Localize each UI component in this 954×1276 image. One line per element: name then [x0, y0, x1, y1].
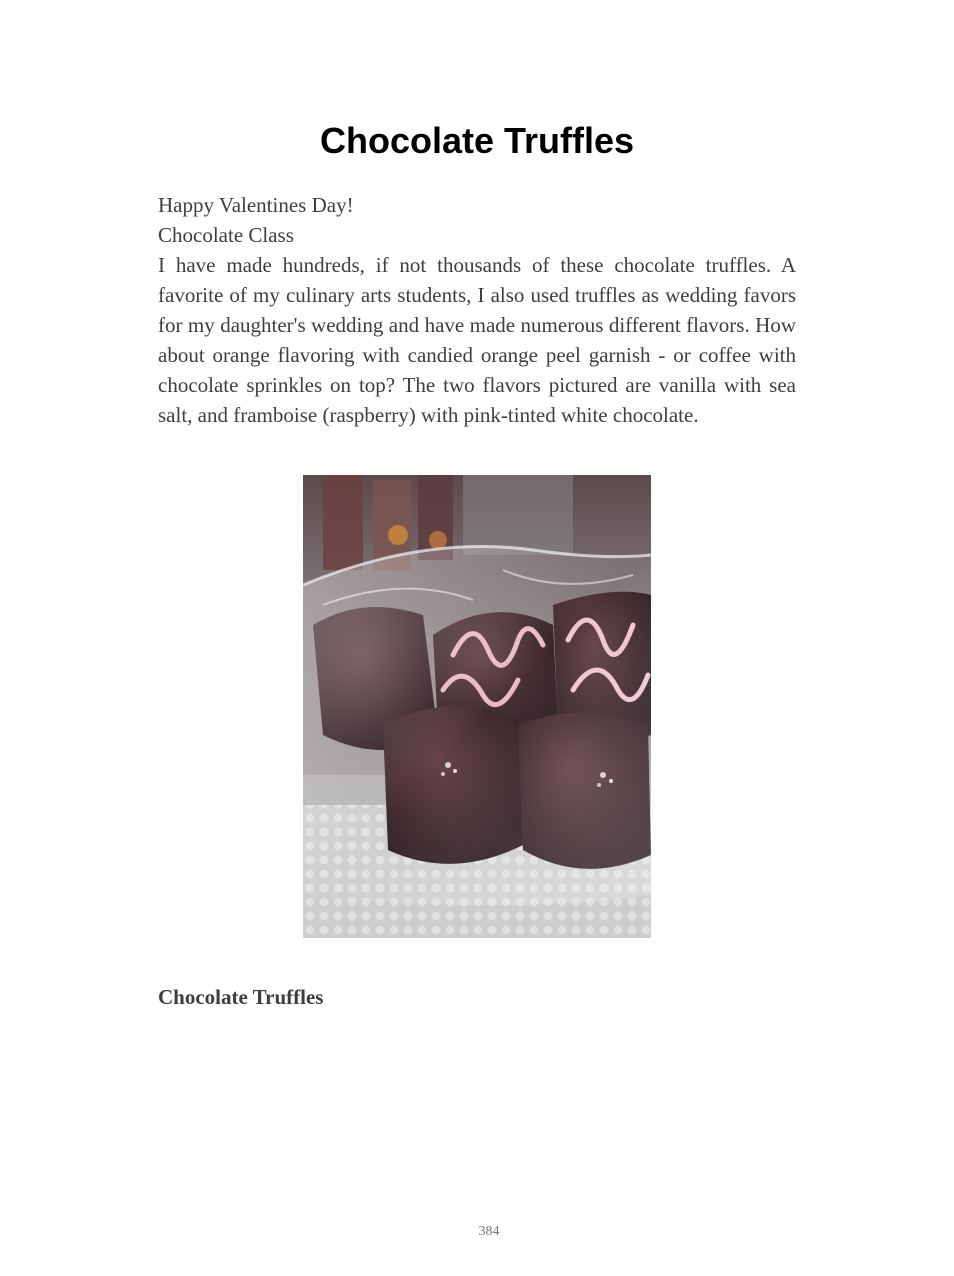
greeting-line: Happy Valentines Day! [158, 193, 354, 217]
truffles-photo [303, 475, 651, 938]
body-paragraph: I have made hundreds, if not thousands of these chocolate truffles. A favorite of my culinary arts students, I also used truffles as wedding favors for my daughter's wedding and have made numerous different flavors. How about orange flavoring with candied orange peel garnish - or coffee with chocolate sprinkles on top? The two flavors pictured are vanilla with sea salt, and framboise (raspberry) with pink-tinted white chocolate. [158, 253, 796, 427]
page-title: Chocolate Truffles [319, 120, 635, 161]
intro-text [158, 190, 796, 430]
page-number: 384 [478, 1224, 500, 1239]
subtitle-line: Chocolate Class [158, 223, 294, 247]
recipe-heading: Chocolate Truffles [158, 985, 324, 1009]
